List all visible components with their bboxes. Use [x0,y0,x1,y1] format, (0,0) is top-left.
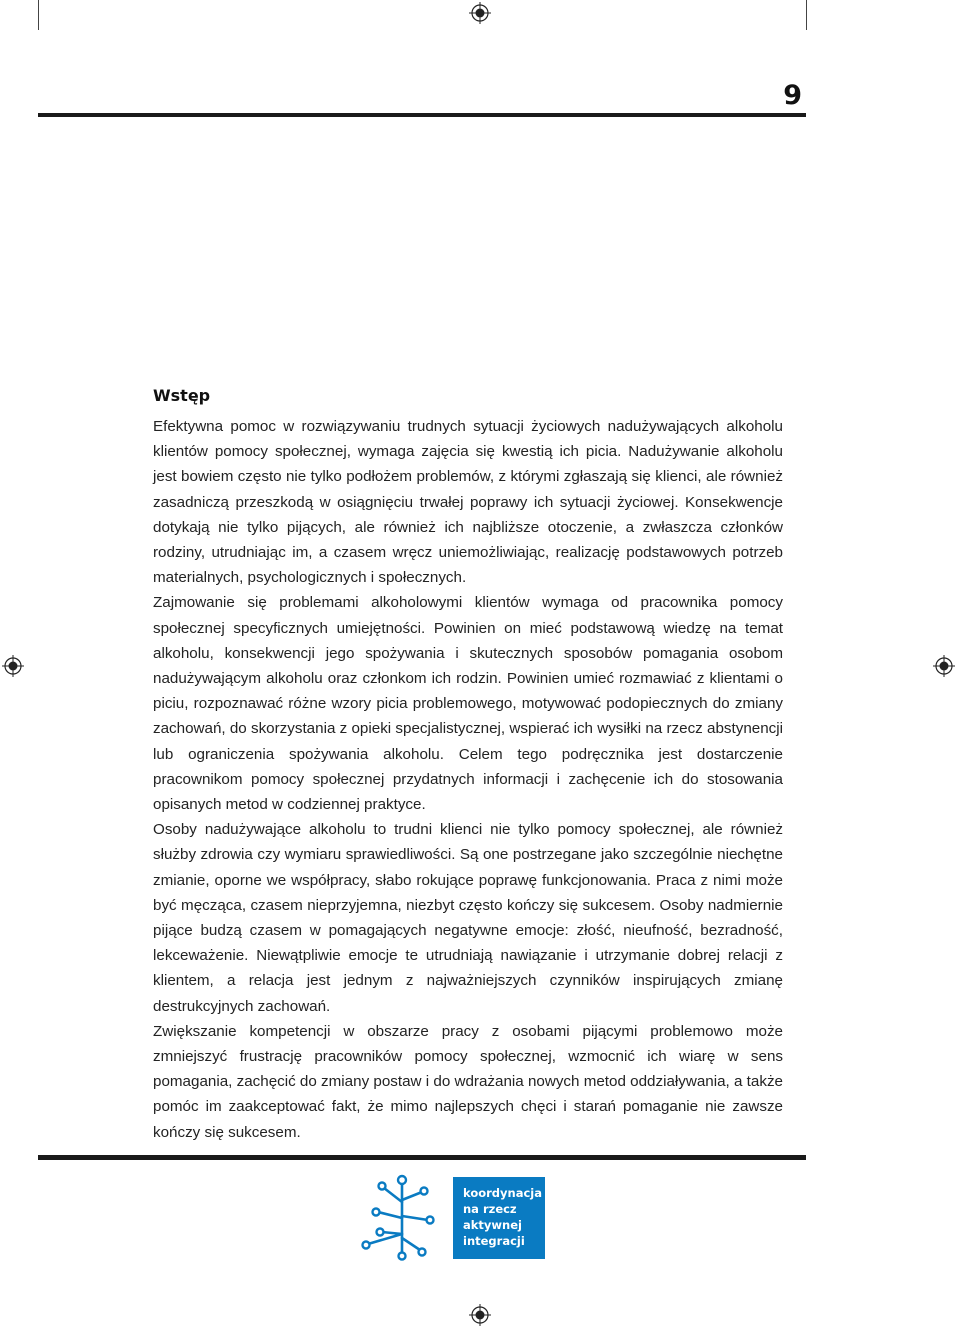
section-heading: Wstęp [153,386,211,405]
logo-line: na rzecz [463,1202,517,1216]
network-tree-icon [358,1172,450,1264]
logo-wordmark [453,1177,545,1259]
crop-mark-left [38,0,39,30]
registration-crosshair-icon [469,1304,491,1326]
header-rule [38,113,806,117]
paragraph: Efektywna pomoc w rozwiązywaniu trudnych sytuacji życiowych nadużywających alkoholu klientów pomocy społecznej, wymaga zajęcia się kwestią ich picia. Nadużywanie alkoholu jest bowiem często nie tylko podłożem problemów, z którymi zgłaszają się klienci, ale również zasadniczą przeszkodą w osiągnięciu trwałej poprawy ich sytuacji życiowej. Konsekwencje dotykają nie tylko pijących, ale również ich najbliższe otoczenie, a zwłaszcza członków rodziny, utrudniając im, a czasem wręcz uniemożliwiając, realizację podstawowych potrzeb materialnych, psychologicznych i społecznych. [153,418,783,587]
logo-line: aktywnej [463,1218,522,1232]
crop-mark-right [806,0,807,30]
paragraph: Zwiększanie kompetencji w obszarze pracy z osobami pijącymi problemowo może zmniejszyć frustrację pracowników pomocy społecznej, wzmocnić ich wiarę w sens pomagania, zachęcić do zmiany postaw i do wdrażania nowych metod oddziaływania, a także pomóc im zaakceptować fakt, że mimo najlepszych chęci i starań pomaganie nie zawsze kończy się sukcesem. [153,1022,783,1141]
footer-rule [38,1155,806,1160]
paragraph: Zajmowanie się problemami alkoholowymi klientów wymaga od pracownika pomocy społecznej specyficznych umiejętności. Powinien on mieć podstawową wiedzę na temat alkoholu, konsekwencji jego spożywania i skutecznych sposobów pomagania osobom nadużywającym alkoholu oraz członkom ich rodzin. Powinien umieć rozmawiać z klientami o piciu, rozpoznawać różne wzory picia problemowego, motywować podopiecznych do zmiany zachowań, do skorzystania z opieki specjalistycznej, wspierać ich wysiłki na rzecz abstynencji lub ograniczenia spożywania alkoholu. Celem tego podręcznika jest dostarczenie pracownikom pomocy społecznej przydatnych informacji i zachęcenie ich do stosowania opisanych metod w codziennej praktyce. [153,594,783,814]
registration-crosshair-icon [933,655,955,677]
registration-crosshair-icon [2,655,24,677]
page-number: 9 [783,80,802,111]
logo-line: koordynacja [463,1186,543,1200]
body-text [153,414,783,1145]
registration-crosshair-icon [469,2,491,24]
logo-line: integracji [463,1234,525,1248]
paragraph: Osoby nadużywające alkoholu to trudni klienci nie tylko pomocy społecznej, ale również służby zdrowia czy wymiaru sprawiedliwości. Są one postrzegane jako szczególnie niechętne zmianie, oporne we współpracy, słabo rokujące poprawę funkcjonowania. Praca z nimi może być męcząca, czasem nieprzyjemna, niezbyt często kończy się sukcesem. Osoby nadmiernie pijące budzą czasem w pomagających negatywne emocje: złość, nieufność, bezradność, lekceważenie. Niewątpliwie emocje te utrudniają nawiązanie i utrzymanie dobrej relacji z klientem, a relacja jest jednym z najważniejszych czynników inspirujących zmianę destrukcyjnych zachowań. [153,821,783,1015]
